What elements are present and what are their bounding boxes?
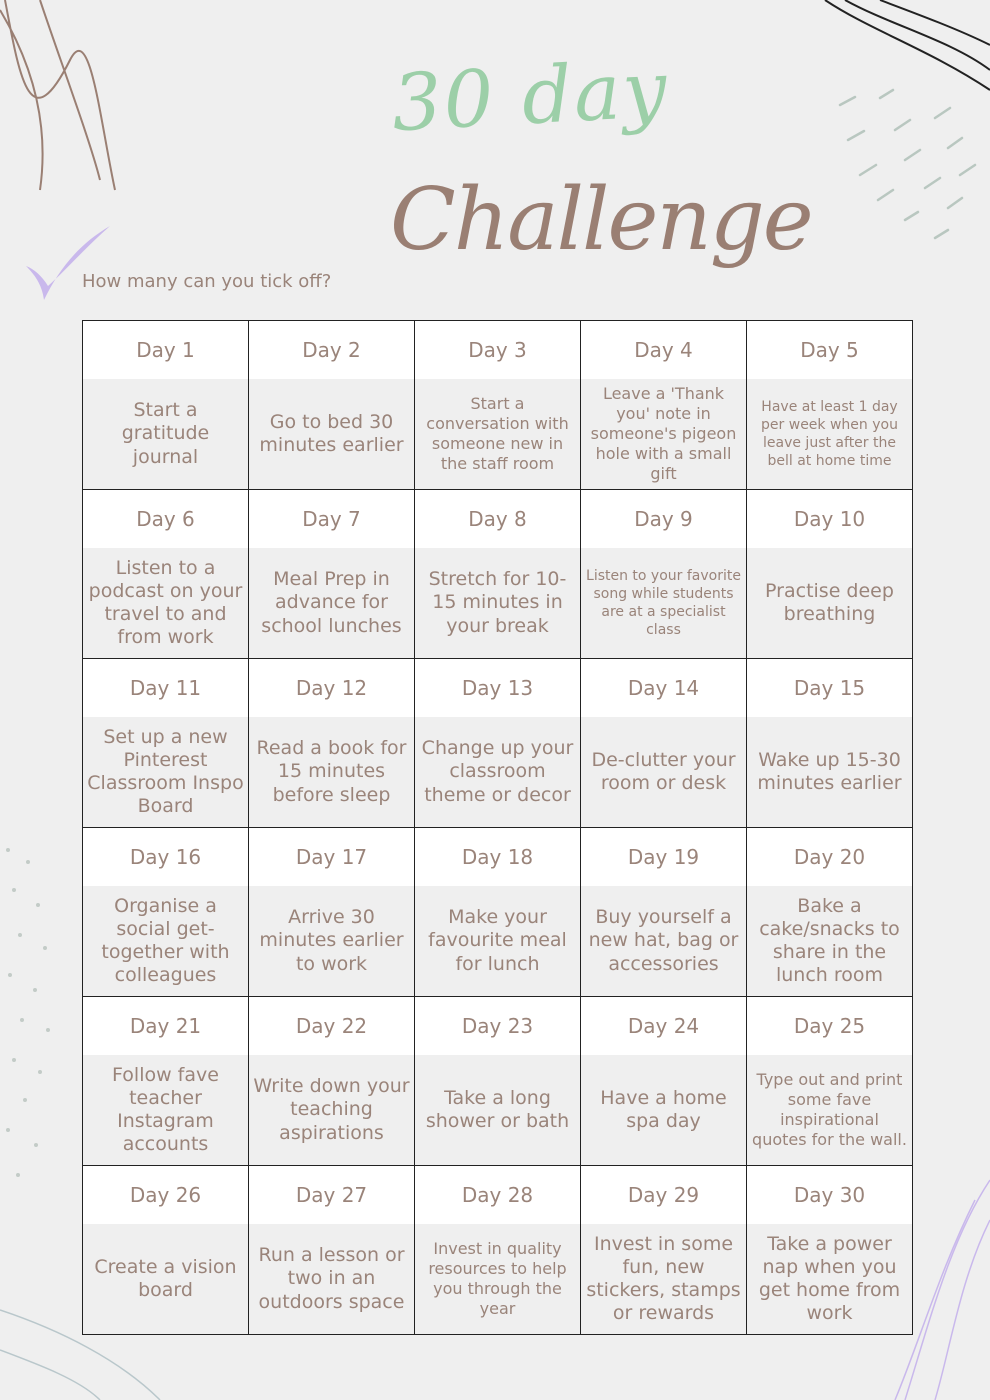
day-cell[interactable] <box>249 1166 415 1335</box>
day-cell[interactable] <box>83 997 249 1166</box>
day-label: Day 7 <box>249 490 414 548</box>
day-cell[interactable] <box>249 997 415 1166</box>
day-cell[interactable] <box>747 828 913 997</box>
day-cell-content <box>747 828 912 996</box>
day-task: Bake a cake/snacks to share in the lunch room <box>747 886 912 996</box>
day-cell-content <box>249 1166 414 1334</box>
day-task: Have at least 1 day per week when you leave just after the bell at home time <box>747 379 912 489</box>
day-label: Day 23 <box>415 997 580 1055</box>
day-cell[interactable] <box>249 659 415 828</box>
day-cell-content <box>249 997 414 1165</box>
grid-row <box>83 997 913 1166</box>
day-cell[interactable] <box>83 490 249 659</box>
grid-row <box>83 1166 913 1335</box>
day-task: Follow fave teacher Instagram accounts <box>83 1055 248 1165</box>
day-cell[interactable] <box>581 1166 747 1335</box>
day-cell-content <box>747 997 912 1165</box>
day-task: Stretch for 10-15 minutes in your break <box>415 548 580 658</box>
title-line-2: Challenge <box>390 170 812 270</box>
day-task: Listen to your favorite song while students are at a specialist class <box>581 548 746 658</box>
day-task: Write down your teaching aspirations <box>249 1055 414 1165</box>
day-cell-content <box>249 321 414 489</box>
day-task: Read a book for 15 minutes before sleep <box>249 717 414 827</box>
subtitle: How many can you tick off? <box>82 271 332 292</box>
day-cell[interactable] <box>83 659 249 828</box>
grid-row <box>83 659 913 828</box>
day-task: Meal Prep in advance for school lunches <box>249 548 414 658</box>
day-task: Leave a 'Thank you' note in someone's pigeon hole with a small gift <box>581 379 746 489</box>
day-label: Day 15 <box>747 659 912 717</box>
day-label: Day 5 <box>747 321 912 379</box>
day-task: Make your favourite meal for lunch <box>415 886 580 996</box>
day-cell[interactable] <box>747 321 913 490</box>
day-task: Organise a social get-together with colleagues <box>83 886 248 996</box>
title-line-1: 30 day <box>389 44 671 150</box>
day-label: Day 30 <box>747 1166 912 1224</box>
day-cell-content <box>581 321 746 489</box>
day-cell[interactable] <box>83 828 249 997</box>
day-cell[interactable] <box>415 1166 581 1335</box>
checkmark-icon <box>24 224 114 304</box>
day-cell-content <box>249 659 414 827</box>
day-label: Day 18 <box>415 828 580 886</box>
day-cell[interactable] <box>249 490 415 659</box>
day-cell[interactable] <box>747 997 913 1166</box>
day-task: De-clutter your room or desk <box>581 717 746 827</box>
day-task: Listen to a podcast on your travel to and from work <box>83 548 248 658</box>
day-label: Day 8 <box>415 490 580 548</box>
day-cell[interactable] <box>415 321 581 490</box>
day-cell[interactable] <box>415 828 581 997</box>
day-task: Start a conversation with someone new in the staff room <box>415 379 580 489</box>
day-cell-content <box>581 1166 746 1334</box>
day-cell[interactable] <box>747 1166 913 1335</box>
day-cell-content <box>747 490 912 658</box>
day-task: Start a gratitude journal <box>83 379 248 489</box>
day-label: Day 22 <box>249 997 414 1055</box>
challenge-grid <box>82 320 913 1335</box>
day-task: Invest in some fun, new stickers, stamps or rewards <box>581 1224 746 1334</box>
day-task: Run a lesson or two in an outdoors space <box>249 1224 414 1334</box>
day-cell-content <box>747 1166 912 1334</box>
day-cell-content <box>415 659 580 827</box>
day-task: Wake up 15-30 minutes earlier <box>747 717 912 827</box>
day-cell[interactable] <box>83 321 249 490</box>
day-label: Day 10 <box>747 490 912 548</box>
day-label: Day 24 <box>581 997 746 1055</box>
day-label: Day 21 <box>83 997 248 1055</box>
day-label: Day 28 <box>415 1166 580 1224</box>
day-task: Set up a new Pinterest Classroom Inspo Board <box>83 717 248 827</box>
day-cell[interactable] <box>249 321 415 490</box>
day-label: Day 14 <box>581 659 746 717</box>
day-cell[interactable] <box>249 828 415 997</box>
day-cell[interactable] <box>83 1166 249 1335</box>
day-task: Invest in quality resources to help you through the year <box>415 1224 580 1334</box>
day-label: Day 6 <box>83 490 248 548</box>
day-label: Day 13 <box>415 659 580 717</box>
day-task: Buy yourself a new hat, bag or accessories <box>581 886 746 996</box>
day-label: Day 12 <box>249 659 414 717</box>
day-cell-content <box>249 490 414 658</box>
day-label: Day 19 <box>581 828 746 886</box>
day-label: Day 29 <box>581 1166 746 1224</box>
day-task: Type out and print some fave inspirational quotes for the wall. <box>747 1055 912 1165</box>
day-cell[interactable] <box>415 490 581 659</box>
day-task: Take a power nap when you get home from work <box>747 1224 912 1334</box>
day-cell-content <box>415 490 580 658</box>
day-cell-content <box>581 828 746 996</box>
day-cell-content <box>83 828 248 996</box>
grid-row <box>83 490 913 659</box>
grid-row <box>83 828 913 997</box>
day-label: Day 25 <box>747 997 912 1055</box>
day-label: Day 2 <box>249 321 414 379</box>
day-cell-content <box>83 321 248 489</box>
day-label: Day 26 <box>83 1166 248 1224</box>
day-label: Day 4 <box>581 321 746 379</box>
day-cell[interactable] <box>581 828 747 997</box>
grid-row <box>83 321 913 490</box>
day-cell[interactable] <box>415 659 581 828</box>
day-cell-content <box>415 997 580 1165</box>
day-cell[interactable] <box>415 997 581 1166</box>
day-label: Day 16 <box>83 828 248 886</box>
day-label: Day 20 <box>747 828 912 886</box>
day-label: Day 1 <box>83 321 248 379</box>
day-task: Have a home spa day <box>581 1055 746 1165</box>
day-cell-content <box>747 659 912 827</box>
day-cell-content <box>83 490 248 658</box>
day-task: Take a long shower or bath <box>415 1055 580 1165</box>
day-cell[interactable] <box>747 490 913 659</box>
day-label: Day 11 <box>83 659 248 717</box>
day-cell[interactable] <box>581 659 747 828</box>
day-task: Practise deep breathing <box>747 548 912 658</box>
day-label: Day 27 <box>249 1166 414 1224</box>
day-task: Change up your classroom theme or decor <box>415 717 580 827</box>
day-cell-content <box>581 490 746 658</box>
day-label: Day 17 <box>249 828 414 886</box>
day-cell[interactable] <box>581 997 747 1166</box>
day-cell-content <box>83 1166 248 1334</box>
day-cell[interactable] <box>581 490 747 659</box>
day-cell-content <box>415 321 580 489</box>
day-cell-content <box>581 997 746 1165</box>
day-cell-content <box>249 828 414 996</box>
day-task: Arrive 30 minutes earlier to work <box>249 886 414 996</box>
day-cell-content <box>415 1166 580 1334</box>
day-task: Create a vision board <box>83 1224 248 1334</box>
day-cell-content <box>581 659 746 827</box>
day-task: Go to bed 30 minutes earlier <box>249 379 414 489</box>
day-cell[interactable] <box>581 321 747 490</box>
day-cell-content <box>747 321 912 489</box>
day-label: Day 9 <box>581 490 746 548</box>
day-cell-content <box>83 659 248 827</box>
day-cell[interactable] <box>747 659 913 828</box>
day-cell-content <box>83 997 248 1165</box>
day-label: Day 3 <box>415 321 580 379</box>
day-cell-content <box>415 828 580 996</box>
